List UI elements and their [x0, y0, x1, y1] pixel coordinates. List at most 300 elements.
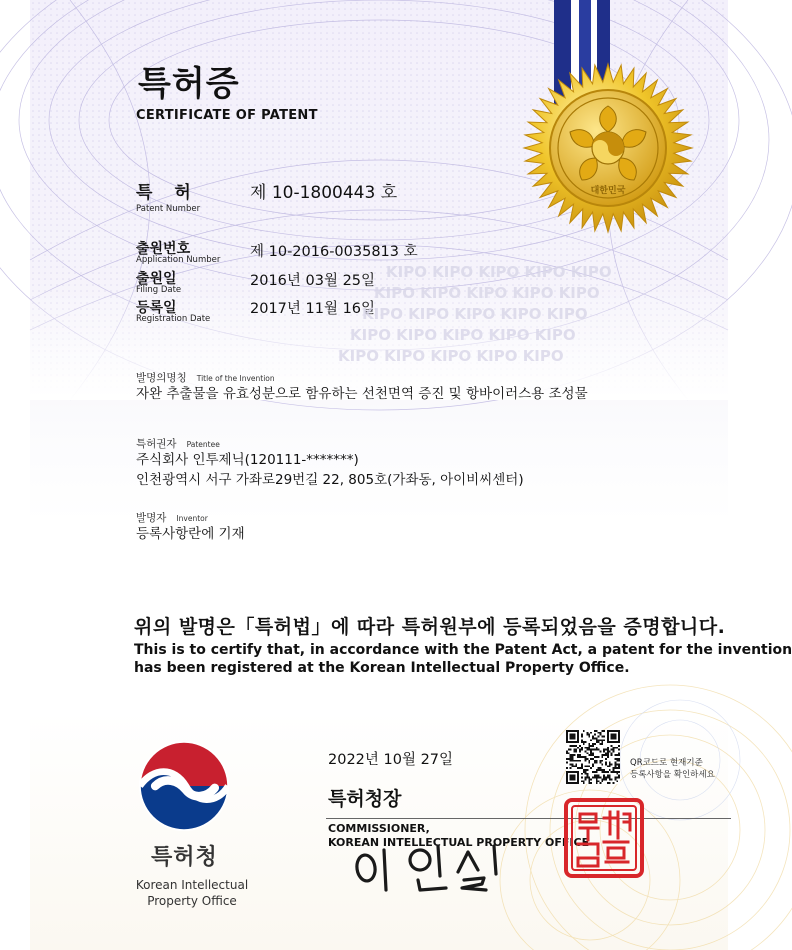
qr-module	[585, 765, 587, 767]
qr-module	[572, 771, 574, 773]
qr-module	[611, 736, 613, 738]
qr-module	[592, 743, 594, 745]
qr-module	[594, 762, 596, 764]
qr-module	[575, 765, 577, 767]
qr-module	[605, 771, 607, 773]
qr-module	[618, 777, 620, 779]
qr-module	[577, 782, 579, 784]
qr-module	[566, 773, 568, 775]
qr-module	[594, 749, 596, 751]
qr-module	[611, 741, 613, 743]
qr-module	[586, 747, 588, 749]
qr-module	[566, 739, 568, 741]
qr-module	[572, 760, 574, 762]
watermark-row: KIPO KIPO KIPO KIPO KIPO	[362, 305, 588, 323]
qr-module	[594, 775, 596, 777]
qr-module	[577, 773, 579, 775]
qr-module	[572, 777, 574, 779]
qr-module	[616, 760, 618, 762]
qr-module	[592, 754, 594, 756]
qr-module	[618, 749, 620, 751]
qr-module	[614, 737, 616, 739]
qr-module	[594, 771, 596, 773]
qr-module	[592, 749, 594, 751]
qr-module	[577, 741, 579, 743]
patentee-label-en: Patentee	[186, 440, 220, 449]
qr-module	[566, 730, 568, 732]
qr-module	[611, 745, 613, 747]
qr-module	[596, 737, 598, 739]
qr-module	[590, 767, 592, 769]
qr-module	[586, 773, 588, 775]
qr-module	[601, 771, 603, 773]
qr-module	[607, 765, 609, 767]
qr-module	[577, 747, 579, 749]
qr-module	[594, 737, 596, 739]
qr-module	[572, 764, 574, 766]
qr-module	[614, 762, 616, 764]
qr-module	[614, 767, 616, 769]
qr-module	[570, 760, 572, 762]
qr-module	[613, 737, 615, 739]
qr-module	[607, 756, 609, 758]
qr-module	[579, 756, 581, 758]
certification-statement-en-line1: This is to certify that, in accordance with the Patent Act, a patent for the invention	[134, 642, 792, 658]
qr-module	[568, 730, 570, 732]
qr-module	[618, 758, 620, 760]
qr-module	[579, 754, 581, 756]
qr-module	[583, 769, 585, 771]
qr-module	[581, 764, 583, 766]
qr-module	[609, 778, 611, 780]
qr-module	[596, 780, 598, 782]
qr-module	[572, 775, 574, 777]
office-name-ko: 특허청	[151, 845, 218, 870]
qr-module	[573, 760, 575, 762]
qr-module	[601, 756, 603, 758]
qr-module	[601, 739, 603, 741]
qr-module	[611, 734, 613, 736]
qr-module	[585, 769, 587, 771]
qr-module	[611, 754, 613, 756]
qr-module	[566, 732, 568, 734]
certificate-title-ko: 특허증	[138, 64, 240, 104]
qr-module	[605, 752, 607, 754]
qr-module	[570, 736, 572, 738]
commissioner-title-en-line2: KOREAN INTELLECTUAL PROPERTY OFFICE	[328, 836, 590, 849]
qr-module	[583, 743, 585, 745]
qr-module	[594, 756, 596, 758]
qr-module	[573, 777, 575, 779]
qr-module	[588, 745, 590, 747]
qr-module	[618, 754, 620, 756]
qr-module	[605, 764, 607, 766]
qr-module	[566, 741, 568, 743]
qr-module	[575, 760, 577, 762]
qr-module	[566, 758, 568, 760]
qr-module	[572, 734, 574, 736]
commissioner-rule	[326, 818, 731, 819]
qr-module	[568, 749, 570, 751]
qr-module	[603, 739, 605, 741]
qr-module	[573, 775, 575, 777]
invention-label-en: Title of the Invention	[196, 374, 275, 383]
qr-module	[596, 739, 598, 741]
filing-date-label-ko: 출원일	[136, 271, 177, 287]
qr-module	[603, 778, 605, 780]
qr-module	[596, 777, 598, 779]
qr-module	[603, 769, 605, 771]
qr-module	[609, 782, 611, 784]
qr-module	[613, 741, 615, 743]
qr-module	[596, 762, 598, 764]
korea-taegeuk-logo-icon	[136, 738, 232, 834]
qr-module	[570, 758, 572, 760]
qr-module	[607, 782, 609, 784]
qr-module	[570, 754, 572, 756]
qr-module	[577, 734, 579, 736]
qr-module	[566, 762, 568, 764]
qr-module	[600, 743, 602, 745]
qr-module	[616, 741, 618, 743]
patentee-name: 주식회사 인투제닉(120111-*******)	[136, 452, 359, 468]
inventor-value: 등록사항란에 기재	[136, 526, 245, 542]
qr-module	[586, 732, 588, 734]
qr-module	[616, 773, 618, 775]
qr-module	[572, 756, 574, 758]
qr-module	[590, 749, 592, 751]
inventor-label-en: Inventor	[176, 514, 208, 523]
qr-module	[586, 758, 588, 760]
qr-module	[618, 771, 620, 773]
qr-module	[605, 758, 607, 760]
registration-date-label-ko: 등록일	[136, 300, 177, 316]
qr-module	[605, 778, 607, 780]
qr-module	[572, 745, 574, 747]
qr-module	[601, 754, 603, 756]
qr-module	[596, 760, 598, 762]
qr-module	[611, 752, 613, 754]
qr-module	[613, 749, 615, 751]
office-name-en-line2: Property Office	[147, 894, 237, 908]
qr-module	[600, 769, 602, 771]
qr-module	[603, 775, 605, 777]
commissioner-title-ko: 특허청장	[328, 788, 402, 810]
qr-module	[570, 764, 572, 766]
qr-module	[572, 730, 574, 732]
qr-module	[592, 736, 594, 738]
qr-module	[586, 734, 588, 736]
qr-module	[577, 760, 579, 762]
certificate-title-en: CERTIFICATE OF PATENT	[136, 108, 318, 123]
qr-module	[566, 771, 568, 773]
qr-module	[616, 777, 618, 779]
national-emblem-seal-icon	[522, 62, 694, 234]
qr-module	[573, 778, 575, 780]
qr-module	[583, 730, 585, 732]
qr-module	[568, 752, 570, 754]
qr-module	[588, 747, 590, 749]
qr-module	[613, 747, 615, 749]
qr-module	[568, 741, 570, 743]
qr-module	[586, 777, 588, 779]
qr-module	[586, 775, 588, 777]
qr-module	[596, 778, 598, 780]
qr-module	[572, 778, 574, 780]
qr-module	[588, 762, 590, 764]
qr-module	[601, 764, 603, 766]
qr-module	[613, 730, 615, 732]
patentee-address: 인천광역시 서구 가좌로29번길 22, 805호(가좌동, 아이비씨센터)	[136, 472, 524, 488]
qr-module	[600, 760, 602, 762]
qr-module	[575, 750, 577, 752]
qr-module	[592, 758, 594, 760]
qr-module	[613, 782, 615, 784]
qr-module	[611, 771, 613, 773]
qr-module	[596, 769, 598, 771]
qr-module	[579, 767, 581, 769]
qr-module	[598, 777, 600, 779]
qr-module	[573, 736, 575, 738]
qr-module	[585, 741, 587, 743]
qr-module	[592, 737, 594, 739]
qr-module	[573, 765, 575, 767]
qr-module	[601, 769, 603, 771]
qr-module	[598, 780, 600, 782]
qr-module	[577, 754, 579, 756]
qr-module	[570, 782, 572, 784]
qr-module	[596, 756, 598, 758]
qr-module	[600, 762, 602, 764]
qr-module	[594, 777, 596, 779]
qr-note-line1: QR코드로 현재기준	[630, 758, 703, 768]
qr-module	[598, 775, 600, 777]
invention-label-ko: 발명의명칭	[136, 372, 187, 384]
qr-module	[605, 749, 607, 751]
qr-module	[573, 750, 575, 752]
qr-module	[581, 749, 583, 751]
qr-module	[577, 780, 579, 782]
qr-module	[611, 749, 613, 751]
qr-code-icon[interactable]	[566, 730, 620, 784]
qr-module	[586, 765, 588, 767]
qr-module	[616, 771, 618, 773]
qr-module	[566, 736, 568, 738]
certificate-paper	[30, 0, 792, 950]
qr-module	[573, 782, 575, 784]
qr-module	[613, 769, 615, 771]
qr-module	[581, 777, 583, 779]
qr-module	[618, 760, 620, 762]
qr-module	[607, 736, 609, 738]
qr-module	[594, 734, 596, 736]
qr-module	[592, 745, 594, 747]
qr-module	[614, 778, 616, 780]
qr-module	[603, 754, 605, 756]
qr-module	[592, 752, 594, 754]
qr-module	[616, 758, 618, 760]
qr-module	[598, 767, 600, 769]
qr-module	[575, 764, 577, 766]
qr-module	[618, 730, 620, 732]
qr-module	[573, 771, 575, 773]
qr-module	[616, 780, 618, 782]
qr-module	[603, 777, 605, 779]
qr-module	[579, 760, 581, 762]
qr-module	[588, 777, 590, 779]
qr-module	[579, 749, 581, 751]
qr-module	[607, 749, 609, 751]
qr-module	[607, 732, 609, 734]
qr-module	[585, 756, 587, 758]
qr-module	[581, 756, 583, 758]
qr-module	[590, 778, 592, 780]
qr-module	[588, 782, 590, 784]
qr-module	[598, 739, 600, 741]
official-red-seal-stamp-icon	[562, 796, 646, 880]
qr-module	[607, 734, 609, 736]
qr-module	[579, 750, 581, 752]
qr-module	[603, 749, 605, 751]
commissioner-title-en-line1: COMMISSIONER,	[328, 822, 430, 835]
qr-module	[618, 764, 620, 766]
qr-module	[592, 764, 594, 766]
qr-module	[581, 734, 583, 736]
qr-module	[618, 775, 620, 777]
qr-module	[614, 765, 616, 767]
qr-module	[573, 737, 575, 739]
qr-module	[568, 782, 570, 784]
qr-module	[585, 760, 587, 762]
invention-title-value: 자완 추출물을 유효성분으로 함유하는 선천면역 증진 및 항바이러스용 조성물	[136, 386, 588, 402]
qr-module	[607, 737, 609, 739]
qr-module	[590, 758, 592, 760]
qr-module	[609, 730, 611, 732]
qr-module	[588, 736, 590, 738]
qr-module	[588, 754, 590, 756]
qr-module	[594, 760, 596, 762]
qr-module	[573, 754, 575, 756]
qr-module	[566, 775, 568, 777]
seal-text: 대한민국	[590, 186, 626, 196]
qr-module	[581, 739, 583, 741]
qr-module	[611, 764, 613, 766]
qr-module	[570, 745, 572, 747]
qr-module	[596, 782, 598, 784]
qr-module	[600, 782, 602, 784]
qr-module	[573, 734, 575, 736]
qr-module	[598, 732, 600, 734]
qr-module	[607, 747, 609, 749]
qr-module	[603, 771, 605, 773]
qr-module	[613, 767, 615, 769]
patent-number-label-ko: 특 허	[136, 183, 199, 203]
qr-module	[577, 739, 579, 741]
qr-module	[601, 780, 603, 782]
qr-module	[607, 739, 609, 741]
qr-module	[581, 765, 583, 767]
qr-module	[575, 730, 577, 732]
qr-module	[570, 778, 572, 780]
qr-module	[590, 739, 592, 741]
qr-note-line2: 등록사항을 확인하세요	[630, 770, 715, 780]
qr-module	[590, 754, 592, 756]
qr-module	[570, 730, 572, 732]
qr-module	[614, 758, 616, 760]
office-name-en-line1: Korean Intellectual	[135, 878, 249, 892]
qr-module	[598, 769, 600, 771]
qr-module	[588, 760, 590, 762]
watermark-row: KIPO KIPO KIPO KIPO KIPO	[386, 263, 612, 281]
qr-module	[590, 732, 592, 734]
qr-module	[613, 750, 615, 752]
qr-module	[609, 764, 611, 766]
qr-module	[609, 762, 611, 764]
qr-module	[600, 767, 602, 769]
qr-module	[566, 750, 568, 752]
qr-module	[607, 741, 609, 743]
qr-module	[588, 743, 590, 745]
qr-module	[600, 732, 602, 734]
qr-module	[585, 773, 587, 775]
qr-module	[601, 760, 603, 762]
qr-module	[588, 749, 590, 751]
qr-module	[605, 777, 607, 779]
qr-module	[618, 765, 620, 767]
qr-module	[572, 741, 574, 743]
qr-module	[570, 741, 572, 743]
kipo-watermark	[338, 262, 716, 372]
qr-module	[581, 741, 583, 743]
qr-module	[614, 764, 616, 766]
handwritten-signature-icon	[350, 840, 520, 898]
qr-module	[575, 745, 577, 747]
qr-module	[609, 775, 611, 777]
patent-number-label-en: Patent Number	[136, 204, 201, 214]
qr-module	[592, 765, 594, 767]
qr-module	[588, 734, 590, 736]
qr-module	[570, 737, 572, 739]
qr-module	[577, 771, 579, 773]
qr-module	[596, 775, 598, 777]
qr-module	[607, 750, 609, 752]
qr-module	[588, 778, 590, 780]
qr-module	[613, 771, 615, 773]
qr-module	[590, 745, 592, 747]
qr-module	[614, 730, 616, 732]
qr-module	[572, 765, 574, 767]
qr-module	[592, 777, 594, 779]
qr-module	[577, 775, 579, 777]
qr-module	[581, 780, 583, 782]
qr-module	[598, 749, 600, 751]
qr-module	[605, 762, 607, 764]
application-number-label-en: Application Number	[136, 255, 221, 265]
qr-module	[572, 737, 574, 739]
qr-module	[575, 782, 577, 784]
qr-module	[618, 741, 620, 743]
qr-module	[601, 736, 603, 738]
qr-module	[607, 771, 609, 773]
qr-module	[609, 765, 611, 767]
qr-module	[618, 732, 620, 734]
qr-module	[594, 743, 596, 745]
qr-module	[566, 777, 568, 779]
qr-module	[613, 734, 615, 736]
qr-module	[618, 736, 620, 738]
application-number-value: 제 10-2016-0035813 호	[250, 244, 418, 260]
qr-module	[598, 741, 600, 743]
